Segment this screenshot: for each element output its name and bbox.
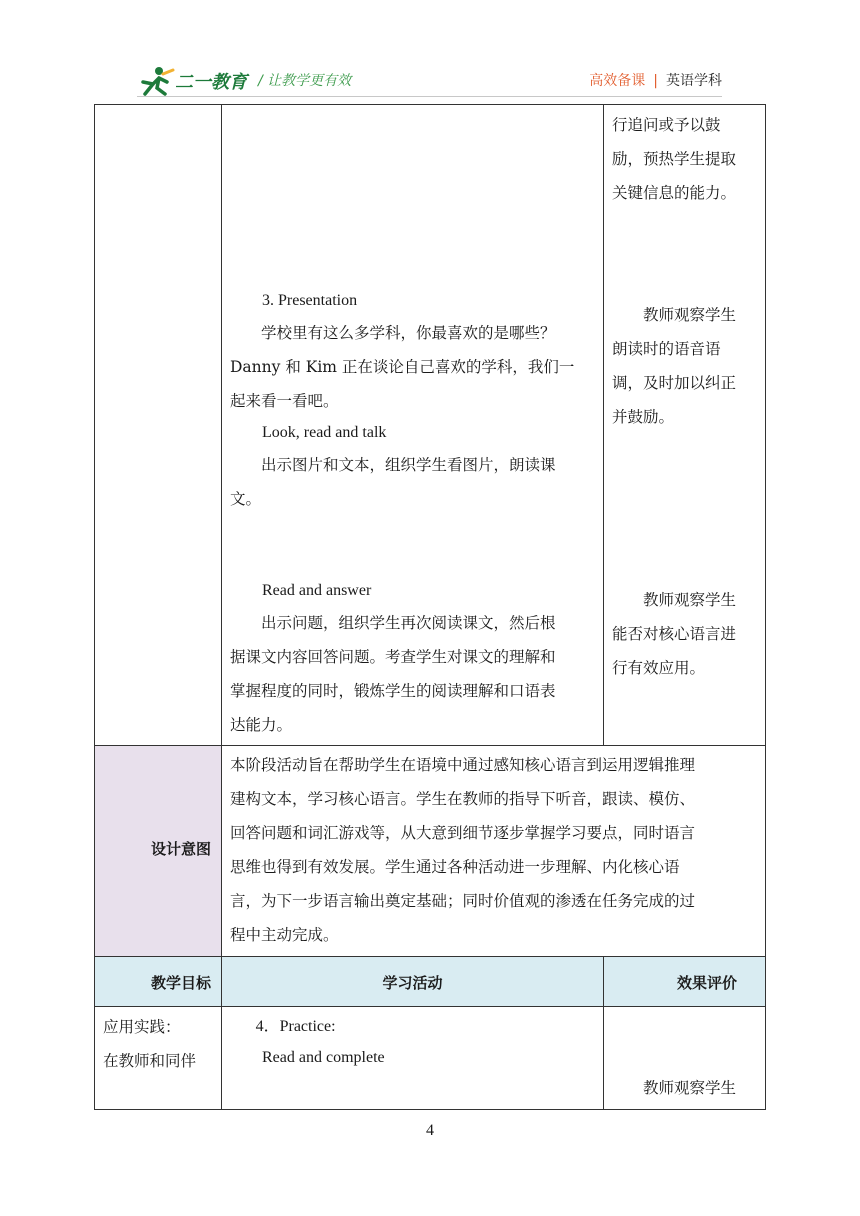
read-answer-line-4: 达能力。 — [230, 716, 293, 734]
slogan: / 让教学更有效 — [258, 73, 352, 89]
eval1-line-3: 调，及时加以纠正 — [612, 374, 737, 392]
presentation-line-1: 学校里有这么多学科，你最喜欢的是哪些？ — [261, 324, 556, 342]
look-read-talk-line-1: 出示图片和文本，组织学生看图片，朗读课 — [261, 456, 556, 474]
read-answer-line-1: 出示问题，组织学生再次阅读课文，然后根 — [261, 614, 556, 632]
sub-heading-read-answer: Read and answer — [262, 582, 372, 599]
read-answer-block — [230, 576, 596, 742]
header-rule — [137, 96, 722, 97]
top-eval-block — [612, 108, 762, 210]
practice-eval-line: 教师观察学生 — [643, 1079, 737, 1097]
eval1-line-1: 教师观察学生 — [643, 306, 737, 324]
logo-text: 二一教育 — [175, 72, 247, 93]
practice-sub-heading: Read and complete — [262, 1049, 385, 1066]
practice-eval-cell — [603, 1006, 766, 1110]
design-label-cell — [94, 745, 222, 957]
eval2-line-1: 教师观察学生 — [643, 591, 737, 609]
header-cell-eval — [603, 956, 766, 1007]
presentation-line-2: Danny 和 Kim 正在谈论自己喜欢的学科，我们一 — [230, 358, 575, 376]
header-label-left: 高效备课 — [589, 73, 646, 89]
sub-heading-look-read-talk: Look, read and talk — [262, 424, 387, 441]
design-content-cell — [221, 745, 766, 957]
header-separator: | — [653, 73, 658, 89]
read-answer-line-2: 据课文内容回答问题。考查学生对课文的理解和 — [230, 648, 556, 666]
top-eval-line-3: 关键信息的能力。 — [612, 184, 737, 202]
header-activity: 学习活动 — [382, 974, 443, 992]
design-line-1: 本阶段活动旨在帮助学生在语境中通过感知核心语言到运用逻辑推理 — [230, 756, 696, 774]
design-line-3: 回答问题和词汇游戏等，从大意到细节逐步掌握学习要点，同时语言 — [230, 824, 696, 842]
design-label: 设计意图 — [150, 840, 211, 858]
eval1-line-2: 朗读时的语音语 — [612, 340, 721, 358]
top-eval-line-1: 行追问或予以鼓 — [612, 116, 721, 134]
eval2-line-2: 能否对核心语言进 — [612, 625, 737, 643]
design-line-6: 程中主动完成。 — [230, 926, 339, 944]
practice-activity-cell — [221, 1006, 604, 1110]
header-eval: 效果评价 — [676, 974, 737, 992]
runner-logo-icon — [137, 64, 177, 98]
practice-goal-line-1: 应用实践： — [103, 1018, 181, 1036]
design-line-5: 言，为下一步语言输出奠定基础；同时价值观的渗透在任务完成的过 — [230, 892, 696, 910]
presentation-heading: 3. Presentation — [262, 292, 358, 309]
header-labels — [589, 70, 722, 90]
eval1-line-4: 并鼓励。 — [612, 408, 675, 426]
eval2-line-3: 行有效应用。 — [612, 659, 706, 677]
look-read-talk-line-2: 文。 — [230, 490, 262, 508]
design-text — [230, 748, 760, 952]
page-number: 4 — [426, 1122, 434, 1139]
practice-eval-text — [612, 1071, 762, 1105]
read-answer-line-3: 掌握程度的同时，锻炼学生的阅读理解和口语表 — [230, 682, 556, 700]
header-goal: 教学目标 — [150, 974, 211, 992]
design-line-2: 建构文本，学习核心语言。学生在教师的指导下听音，跟读、模仿、 — [230, 790, 696, 808]
practice-heading: 4．Practice: — [255, 1018, 336, 1035]
header-label-right: 英语学科 — [666, 73, 722, 89]
header-cell-goal — [94, 956, 222, 1007]
logo — [137, 64, 247, 98]
design-line-4: 思维也得到有效发展。学生通过各种活动进一步理解、内化核心语 — [230, 858, 680, 876]
eval2-block — [612, 583, 762, 685]
page-header — [0, 0, 860, 100]
practice-goal-line-2: 在教师和同伴 — [103, 1052, 197, 1070]
eval1-block — [612, 298, 762, 434]
practice-activity-text — [230, 1010, 596, 1072]
header-cell-activity — [221, 956, 604, 1007]
practice-goal-cell — [94, 1006, 222, 1110]
top-eval-line-2: 励，预热学生提取 — [612, 150, 737, 168]
presentation-line-3: 起来看一看吧。 — [230, 392, 339, 410]
practice-goal-text — [103, 1010, 221, 1078]
presentation-block — [230, 286, 596, 516]
goal-cell-top — [94, 104, 222, 746]
eval-cell-top — [603, 104, 766, 746]
activity-cell-top — [221, 104, 604, 746]
